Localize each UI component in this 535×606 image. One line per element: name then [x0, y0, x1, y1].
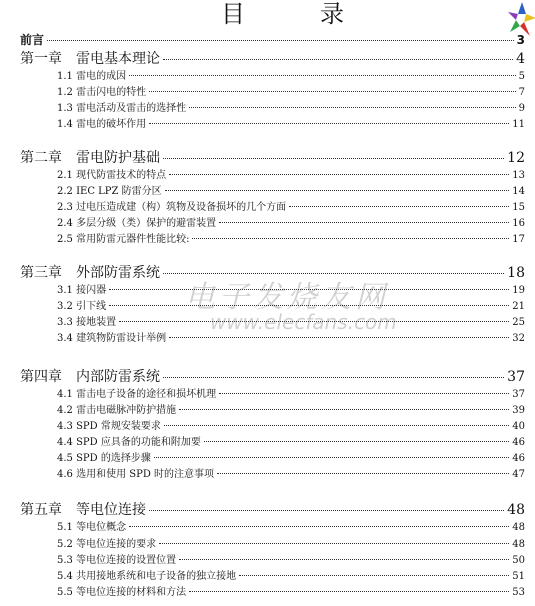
- chapter-number: 第一章: [20, 51, 62, 67]
- dot-leader: [164, 425, 509, 426]
- toc-section-3-4[interactable]: [57, 329, 525, 344]
- toc-chapter-3[interactable]: [20, 262, 525, 282]
- toc-section-5-3-label: 5.3 等电位连接的设置位置: [57, 555, 177, 566]
- toc-entry-preface[interactable]: [20, 31, 525, 48]
- page-number: 53: [512, 587, 525, 598]
- dot-leader: [149, 123, 509, 124]
- toc-section-4-4-label: 4.4 SPD 应具备的功能和附加要: [57, 437, 201, 448]
- page-number: 40: [512, 421, 525, 432]
- toc-section-1-2[interactable]: [57, 83, 525, 98]
- toc-chapter-1[interactable]: [20, 48, 525, 68]
- toc-section-5-5-label: 5.5 等电位连接的材料和方法: [57, 587, 187, 598]
- toc-section-4-6-label: 4.6 选用和使用 SPD 时的注意事项: [57, 469, 215, 480]
- toc-section-5-4[interactable]: [57, 567, 525, 582]
- dot-leader: [169, 337, 509, 338]
- dot-leader: [169, 174, 509, 175]
- dot-leader: [163, 158, 504, 159]
- toc-section-4-1-label: 4.1 雷击电子设备的途径和损坏机理: [57, 389, 217, 400]
- toc-section-5-1-label: 5.1 等电位概念: [57, 522, 127, 533]
- toc-section-2-2[interactable]: [57, 182, 525, 197]
- page-number: 3: [516, 33, 525, 47]
- toc-section-4-6[interactable]: [57, 465, 525, 480]
- toc-section-2-2-label: 2.2 IEC LPZ 防雷分区: [57, 186, 162, 197]
- toc-section-1-3-label: 1.3 雷电活动及雷击的选择性: [57, 103, 187, 114]
- chapter-number: 第三章: [20, 265, 62, 281]
- page-number: 19: [512, 285, 525, 296]
- page-number: 17: [512, 234, 525, 245]
- watermark-chinese: 电子发烧友网: [185, 280, 389, 315]
- toc-section-4-1[interactable]: [57, 385, 525, 400]
- chapter-title: 等电位连接: [76, 502, 146, 518]
- dot-leader: [163, 59, 513, 60]
- page-number: 32: [512, 333, 525, 344]
- toc-section-1-1-label: 1.1 雷电的成因: [57, 71, 127, 82]
- page-number: 37: [507, 369, 525, 385]
- dot-leader: [163, 377, 504, 378]
- chapter-title: 雷电防护基础: [76, 150, 160, 166]
- dot-leader: [109, 289, 509, 290]
- page-number: 21: [512, 301, 525, 312]
- page-number: 11: [512, 119, 525, 130]
- toc-section-2-5-label: 2.5 常用防雷元器件性能比较:: [57, 234, 190, 245]
- chapter-title: 外部防雷系统: [76, 265, 160, 281]
- toc-section-2-1-label: 2.1 现代防雷技术的特点: [57, 170, 167, 181]
- dot-leader: [165, 190, 510, 191]
- page-number: 48: [512, 522, 525, 533]
- page-number: 37: [512, 389, 525, 400]
- toc-section-5-4-label: 5.4 共用接地系统和电子设备的独立接地: [57, 571, 237, 582]
- chapter-title: 雷电基本理论: [76, 51, 160, 67]
- toc-section-2-4[interactable]: [57, 214, 525, 229]
- page-number: 48: [512, 539, 525, 550]
- page-number: 5: [518, 71, 525, 82]
- dot-leader: [219, 393, 509, 394]
- toc-section-3-3-label: 3.3 接地装置: [57, 317, 117, 328]
- dot-leader: [159, 543, 509, 544]
- dot-leader: [239, 575, 509, 576]
- dot-leader: [149, 510, 504, 511]
- toc-chapter-2-label: [20, 147, 160, 167]
- toc-chapter-3-label: [20, 262, 160, 282]
- toc-section-2-4-label: 2.4 多层分级（类）保护的避雷装置: [57, 218, 217, 229]
- page-number: 39: [512, 405, 525, 416]
- page-number: 16: [512, 218, 525, 229]
- toc-section-5-1[interactable]: [57, 518, 525, 533]
- page-number: 18: [507, 265, 525, 281]
- toc-section-5-2-label: 5.2 等电位连接的要求: [57, 539, 157, 550]
- toc-chapter-5[interactable]: [20, 499, 525, 519]
- dot-leader: [47, 40, 514, 41]
- toc-section-2-1[interactable]: [57, 166, 525, 181]
- toc-chapter-5-label: [20, 499, 146, 519]
- dot-leader: [189, 107, 516, 108]
- toc-section-5-3[interactable]: [57, 551, 525, 566]
- toc-section-1-2-label: 1.2 雷击闪电的特性: [57, 87, 147, 98]
- page-number: 25: [512, 317, 525, 328]
- toc-section-1-4[interactable]: [57, 115, 525, 130]
- toc-section-4-4[interactable]: [57, 433, 525, 448]
- toc-section-1-3[interactable]: [57, 99, 525, 114]
- dot-leader: [219, 222, 509, 223]
- page-number: 4: [516, 51, 525, 67]
- dot-leader: [189, 591, 509, 592]
- page-number: 46: [512, 437, 525, 448]
- toc-section-4-5[interactable]: [57, 449, 525, 464]
- page-number: 47: [512, 469, 525, 480]
- toc-section-3-2[interactable]: [57, 297, 525, 312]
- dot-leader: [192, 238, 509, 239]
- toc-section-5-2[interactable]: [57, 535, 525, 550]
- page-number: 50: [512, 555, 525, 566]
- dot-leader: [129, 75, 516, 76]
- toc-section-3-1[interactable]: [57, 281, 525, 296]
- toc-chapter-4-label: [20, 366, 160, 386]
- toc-section-4-2-label: 4.2 雷击电磁脉冲防护措施: [57, 405, 177, 416]
- toc-section-2-5[interactable]: [57, 230, 525, 245]
- toc-section-1-1[interactable]: [57, 67, 525, 82]
- dot-leader: [129, 526, 509, 527]
- toc-section-4-3-label: 4.3 SPD 常规安装要求: [57, 421, 161, 432]
- page-number: 7: [518, 87, 525, 98]
- page-number: 12: [507, 150, 525, 166]
- dot-leader: [154, 457, 509, 458]
- toc-section-4-5-label: 4.5 SPD 的选择步骤: [57, 453, 151, 464]
- dot-leader: [179, 409, 509, 410]
- page-number: 14: [512, 186, 525, 197]
- dot-leader: [149, 91, 516, 92]
- chapter-title: 内部防雷系统: [76, 369, 160, 385]
- page-number: 48: [507, 502, 525, 518]
- dot-leader: [179, 559, 509, 560]
- toc-section-5-5[interactable]: [57, 583, 525, 598]
- page-number: 51: [512, 571, 525, 582]
- dot-leader: [163, 273, 504, 274]
- toc-section-4-2[interactable]: [57, 401, 525, 416]
- chapter-number: 第五章: [20, 502, 62, 518]
- page-number: 46: [512, 453, 525, 464]
- toc-section-4-3[interactable]: [57, 417, 525, 432]
- toc-section-2-3-label: 2.3 过电压造成建（构）筑物及设备损坏的几个方面: [57, 202, 287, 213]
- page-number: 15: [512, 202, 525, 213]
- chapter-number: 第四章: [20, 369, 62, 385]
- dot-leader: [217, 473, 509, 474]
- toc-section-3-2-label: 3.2 引下线: [57, 301, 107, 312]
- toc-section-3-1-label: 3.1 接闪器: [57, 285, 107, 296]
- toc-chapter-1-label: [20, 48, 160, 68]
- toc-chapter-4[interactable]: [20, 366, 525, 386]
- chapter-number: 第二章: [20, 150, 62, 166]
- title-char-1: 目: [221, 0, 245, 28]
- dot-leader: [109, 305, 509, 306]
- dot-leader: [204, 441, 509, 442]
- title-char-2: 录: [320, 0, 344, 28]
- dot-leader: [119, 321, 509, 322]
- toc-section-2-3[interactable]: [57, 198, 525, 213]
- toc-section-3-3[interactable]: [57, 313, 525, 328]
- toc-chapter-2[interactable]: [20, 147, 525, 167]
- dot-leader: [289, 206, 509, 207]
- watermark-url: www.elecfans.com: [210, 310, 397, 334]
- page-number: 9: [518, 103, 525, 114]
- toc-entry-preface-label: 前言: [20, 33, 45, 47]
- page-number: 13: [512, 170, 525, 181]
- toc-section-3-4-label: 3.4 建筑物防雷设计举例: [57, 333, 167, 344]
- toc-section-1-4-label: 1.4 雷电的破坏作用: [57, 119, 147, 130]
